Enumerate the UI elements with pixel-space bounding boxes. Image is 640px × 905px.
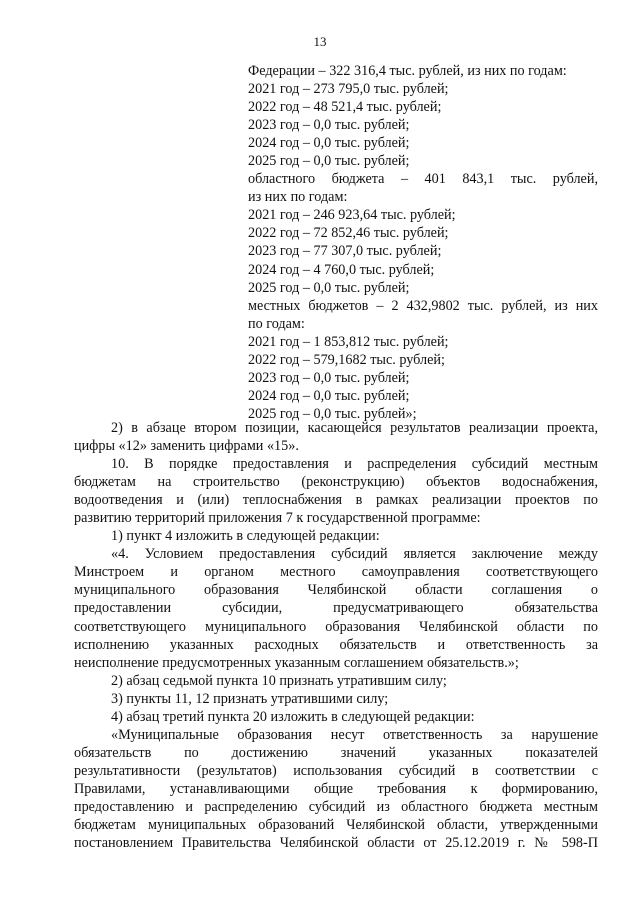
body-line: муниципального образования Челябинской области соглашения о [74,582,598,599]
paragraph-quote-responsibility [74,726,598,852]
body-text [74,419,598,852]
body-line: предоставлении субсидии, предусматривающего обязательства [74,600,598,617]
paragraph-item-4 [74,708,598,726]
body-line: Правилами, устанавливающими общие требования к формированию, [74,780,598,797]
column-line: 2025 год – 0,0 тыс. рублей»; [248,405,417,422]
page-number: 13 [313,34,327,49]
paragraph-item-2 [74,419,598,455]
column-line: по годам: [248,315,305,332]
body-line: водоотведения и (или) теплоснабжения в рамках реализации проектов по [74,492,598,509]
paragraph-item-2b [74,672,598,690]
paragraph-item-1 [74,527,598,545]
body-line: Минстроем и органом местного самоуправления соответствующего [74,564,598,581]
column-line: 2024 год – 0,0 тыс. рублей; [248,135,410,152]
column-line: 2023 год – 77 307,0 тыс. рублей; [248,243,442,260]
body-line: обязательств по достижению значений указанных показателей [74,744,598,761]
body-line: исполнению указанных расходных обязательств и ответственность за [74,636,598,653]
body-line: 1) пункт 4 изложить в следующей редакции: [111,528,380,545]
column-line: 2021 год – 1 853,812 тыс. рублей; [248,333,449,350]
column-line: областного бюджета – 401 843,1 тыс. рублей, [248,171,598,188]
column-line: 2021 год – 273 795,0 тыс. рублей; [248,81,449,98]
body-line: постановлением Правительства Челябинской области от 25.12.2019 г. № 598-П [74,835,598,852]
column-line: местных бюджетов – 2 432,9802 тыс. рублей, из них [248,297,598,314]
body-line: 4) абзац третий пункта 20 изложить в следующей редакции: [111,708,475,725]
body-line: «Муниципальные образования несут ответственность за нарушение [111,726,598,743]
column-line: 2025 год – 0,0 тыс. рублей; [248,153,410,170]
body-line: «4. Условием предоставления субсидий является заключение между [111,546,598,563]
body-line: цифры «12» заменить цифрами «15». [74,438,299,455]
column-line: 2024 год – 4 760,0 тыс. рублей; [248,261,435,278]
body-line: бюджетам на строительство (реконструкцию) объектов водоснабжения, [74,474,598,491]
body-line: развитию территорий приложения 7 к государственной программе: [74,510,481,527]
body-line: 2) в абзаце втором позиции, касающейся результатов реализации проекта, [111,420,598,436]
body-line: неисполнение предусмотренных указанным соглашением обязательств.»; [74,654,519,671]
column-line: Федерации – 322 316,4 тыс. рублей, из них по годам: [248,63,567,79]
body-line: результативности (результатов) использования субсидий в соответствии с [74,762,598,779]
column-line: 2023 год – 0,0 тыс. рублей; [248,117,410,134]
column-line: 2023 год – 0,0 тыс. рублей; [248,369,410,386]
paragraph-quote-4 [74,545,598,671]
column-line: из них по годам: [248,189,348,206]
body-line: предоставлению и распределению субсидий из областного бюджета местным [74,798,598,815]
column-line: 2021 год – 246 923,64 тыс. рублей; [248,207,456,224]
column-line: 2022 год – 48 521,4 тыс. рублей; [248,99,442,116]
funding-column [248,62,598,423]
column-line: 2025 год – 0,0 тыс. рублей; [248,279,410,296]
column-line: 2022 год – 72 852,46 тыс. рублей; [248,225,449,242]
body-line: 3) пункты 11, 12 признать утратившими силу; [111,690,389,707]
body-line: 10. В порядке предоставления и распределения субсидий местным [111,456,598,473]
column-line: 2024 год – 0,0 тыс. рублей; [248,387,410,404]
body-line: бюджетам муниципальных образований Челябинской области, утвержденными [74,817,598,834]
body-line: 2) абзац седьмой пункта 10 признать утратившим силу; [111,672,447,689]
column-line: 2022 год – 579,1682 тыс. рублей; [248,351,445,368]
paragraph-10 [74,455,598,527]
body-line: соответствующего муниципального образования Челябинской области по [74,618,598,635]
paragraph-item-3 [74,690,598,708]
